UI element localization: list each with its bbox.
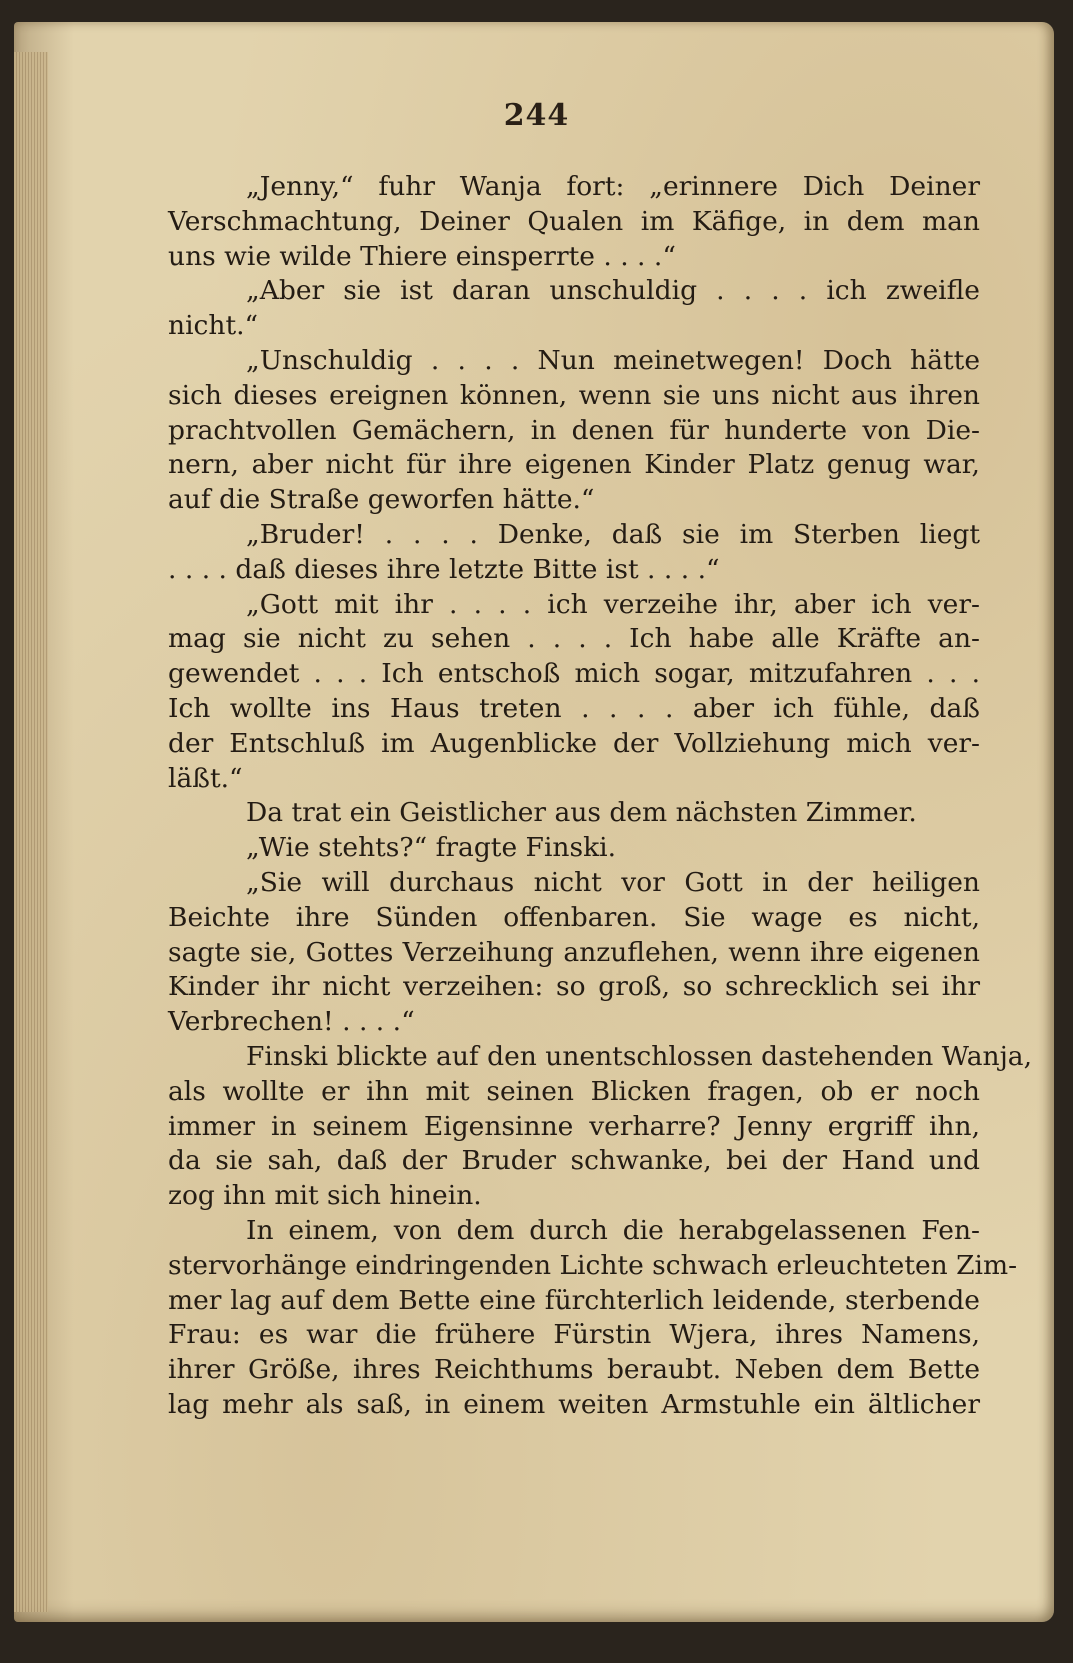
text-line: auf die Straße geworfen hätte.“: [168, 484, 595, 516]
text-line: gewendet . . . Ich entschoß mich sogar, mitzufahren . . .: [168, 658, 980, 690]
text-line: da sie sah, daß der Bruder schwanke, bei der Hand und: [168, 1145, 980, 1177]
text-line: Beichte ihre Sünden offenbaren. Sie wage es nicht,: [168, 901, 980, 933]
text-line: als wollte er ihn mit seinen Blicken fragen, ob er noch: [168, 1075, 980, 1107]
text-line: Finski blickte auf den unentschlossen dastehenden Wanja,: [246, 1040, 1033, 1072]
text-line: „Unschuldig . . . . Nun meinetwegen! Doch hätte: [246, 344, 980, 376]
text-line: „Sie will durchaus nicht vor Gott in der heiligen: [246, 866, 980, 898]
text-line: Verbrechen! . . . .“: [168, 1006, 415, 1038]
text-line: sich dieses ereignen können, wenn sie uns nicht aus ihren: [168, 379, 980, 411]
text-line: mag sie nicht zu sehen . . . . Ich habe alle Kräfte an-: [168, 623, 980, 655]
text-line: lag mehr als saß, in einem weiten Armstuhle ein ältlicher: [168, 1388, 980, 1420]
text-line: prachtvollen Gemächern, in denen für hunderte von Die-: [168, 414, 980, 446]
text-line: „Jenny,“ fuhr Wanja fort: „erinnere Dich Deiner: [246, 171, 980, 202]
text-line: sagte sie, Gottes Verzeihung anzuflehen, wenn ihre eigenen: [168, 936, 980, 968]
text-line: der Entschluß im Augenblicke der Vollziehung mich ver-: [168, 727, 980, 759]
text-line: mer lag auf dem Bette eine fürchterlich leidende, sterbende: [168, 1284, 980, 1316]
text-line: In einem, von dem durch die herabgelassenen Fen-: [246, 1214, 980, 1246]
text-line: „Gott mit ihr . . . . ich verzeihe ihr, aber ich ver-: [246, 588, 980, 620]
body-text: [168, 170, 1033, 1423]
page-edges: [14, 52, 48, 1612]
text-line: Frau: es war die frühere Fürstin Wjera, ihres Namens,: [168, 1319, 980, 1351]
text-line: Kinder ihr nicht verzeihen: so groß, so schrecklich sei ihr: [168, 971, 980, 1003]
text-line: nicht.“: [168, 310, 259, 342]
text-line: „Bruder! . . . . Denke, daß sie im Sterben liegt: [246, 518, 980, 550]
text-line: ihrer Größe, ihres Reichthums beraubt. Neben dem Bette: [168, 1354, 980, 1386]
text-line: nern, aber nicht für ihre eigenen Kinder Platz genug war,: [168, 449, 980, 481]
text-line: Da trat ein Geistlicher aus dem nächsten Zimmer.: [246, 797, 917, 829]
text-line: stervorhänge eindringenden Lichte schwach erleuchteten Zim-: [168, 1249, 1018, 1281]
text-line: „Aber sie ist daran unschuldig . . . . ich zweifle: [246, 275, 980, 307]
page-number: 244: [503, 98, 570, 133]
text-line: . . . . daß dieses ihre letzte Bitte ist . . . .“: [168, 553, 720, 585]
text-line: läßt.“: [168, 762, 243, 794]
text-line: zog ihn mit sich hinein.: [168, 1180, 482, 1212]
text-line: Verschmachtung, Deiner Qualen im Käfige, in dem man: [168, 205, 980, 237]
text-line: uns wie wilde Thiere einsperrte . . . .“: [168, 240, 676, 272]
text-line: immer in seinem Eigensinne verharre? Jenny ergriff ihn,: [168, 1110, 980, 1142]
text-line: Ich wollte ins Haus treten . . . . aber ich fühle, daß: [168, 692, 980, 724]
text-line: „Wie stehts?“ fragte Finski.: [246, 832, 617, 864]
